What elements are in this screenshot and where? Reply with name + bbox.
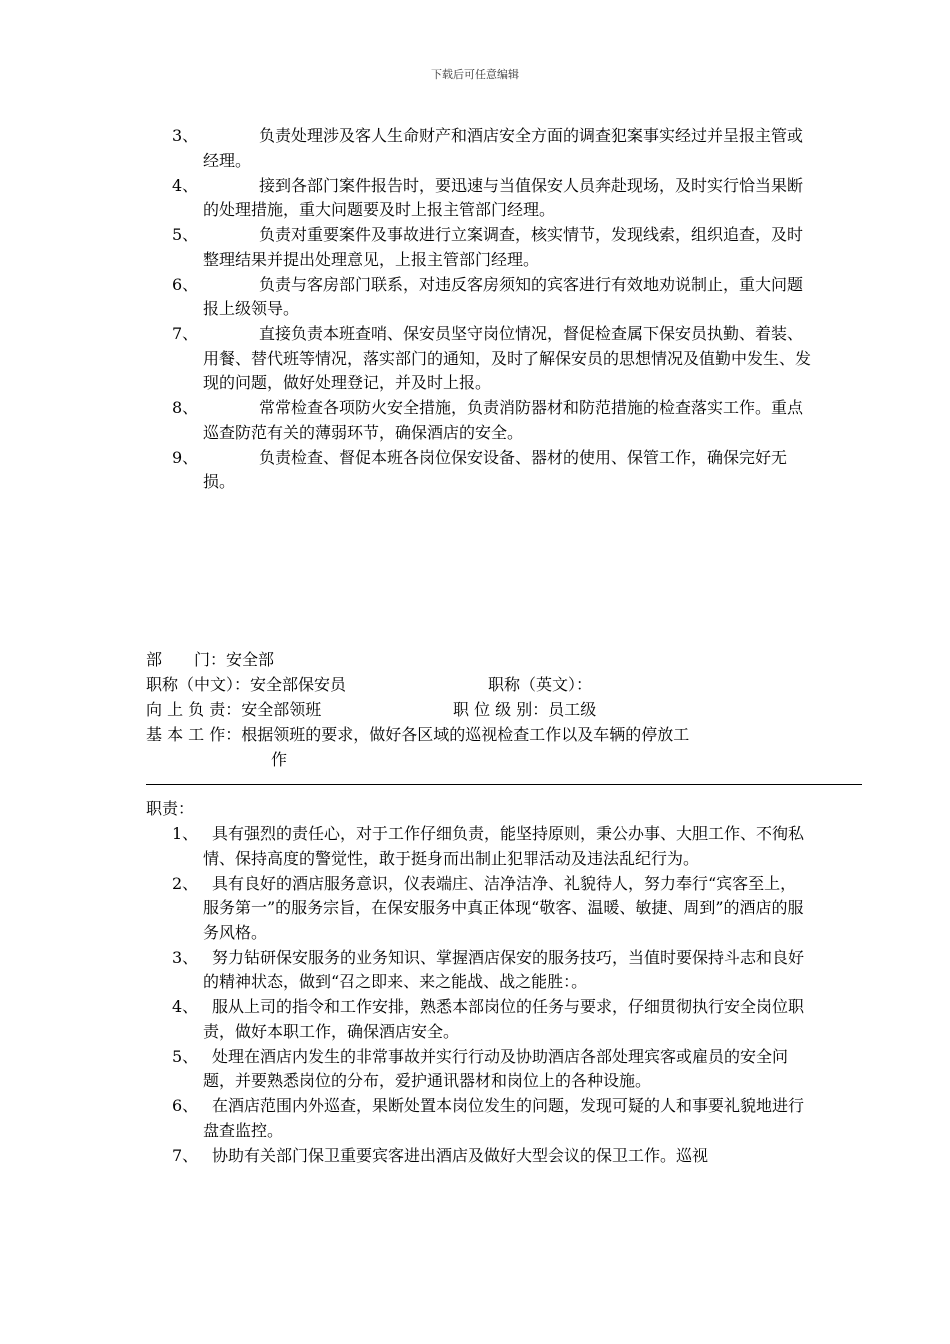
list-item <box>172 223 812 272</box>
reports-to-row <box>146 698 321 723</box>
item-text: 具有良好的酒店服务意识，仪表端庄、洁净洁净、礼貌待人，努力奉行“宾客至上，服务第一”的服务宗旨，在保安服务中真正体现“敬客、温暖、敏捷、周到”的酒店的服务风格。 <box>203 873 804 942</box>
title-en-label: 职称（英文）： <box>488 675 593 694</box>
list-item <box>172 322 812 396</box>
list-item <box>172 174 812 223</box>
reports-to-value: 安全部领班 <box>241 700 322 719</box>
item-text: 常常检查各项防火安全措施，负责消防器材和防范措施的检查落实工作。重点巡查防范有关的薄弱环节，确保酒店的安全。 <box>203 398 804 442</box>
item-text: 负责检查、督促本班各岗位保安设备、器材的使用、保管工作，确保完好无损。 <box>203 447 788 491</box>
item-text: 在酒店范围内外巡查，果断处置本岗位发生的问题，发现可疑的人和事要礼貌地进行盘查监控。 <box>203 1096 805 1140</box>
item-text: 处理在酒店内发生的非常事故并实行行动及协助酒店各部处理宾客或雇员的安全问题，并要熟悉岗位的分布，爱护通讯器材和岗位上的各种设施。 <box>203 1046 789 1090</box>
item-text: 协助有关部门保卫重要宾客进出酒店及做好大型会议的保卫工作。巡视 <box>212 1145 709 1165</box>
item-number: 5、 <box>172 225 199 244</box>
reports-to-label: 向 上 负 责： <box>146 700 242 719</box>
page-header: 下载后可任意编辑 <box>431 68 519 81</box>
list-item <box>172 273 812 322</box>
basic-work-row <box>146 723 689 748</box>
list-item <box>172 1144 812 1169</box>
list-item <box>172 822 812 871</box>
item-text: 直接负责本班查哨、保安员坚守岗位情况，督促检查属下保安员执勤、着装、用餐、替代班等情况，落实部门的通知，及时了解保安员的思想情况及值勤中发生、发现的问题，做好处理登记，并及时上报。 <box>203 324 812 392</box>
item-text: 努力钻研保安服务的业务知识、掌握酒店保安的服务技巧，当值时要保持斗志和良好的精神状态，做到“召之即来、来之能战、战之能胜：。 <box>203 947 805 991</box>
item-number: 4、 <box>172 997 199 1016</box>
item-number: 7、 <box>172 1145 199 1165</box>
duties-list <box>172 822 812 1169</box>
list-item <box>172 1045 812 1094</box>
department-label: 部 门： <box>146 650 227 669</box>
grade-value: 员工级 <box>548 700 597 719</box>
list-item <box>172 446 812 495</box>
item-number: 6、 <box>172 1096 199 1115</box>
grade-label: 职 位 级 别： <box>453 700 549 719</box>
basic-work-value-line1: 根据领班的要求，做好各区域的巡视检查工作以及车辆的停放工 <box>241 725 690 744</box>
item-text: 服从上司的指令和工作安排，熟悉本部岗位的任务与要求，仔细贯彻执行安全岗位职责，做好本职工作，确保酒店安全。 <box>203 997 805 1041</box>
item-number: 3、 <box>172 126 199 145</box>
item-number: 5、 <box>172 1046 199 1066</box>
item-number: 6、 <box>172 274 199 294</box>
duties-heading: 职责： <box>146 799 195 818</box>
list-item <box>172 872 812 946</box>
item-text: 负责对重要案件及事故进行立案调查，核实情节，发现线索，组织追查，及时整理结果并提出处理意见，上报主管部门经理。 <box>203 225 804 269</box>
title-cn-value: 安全部保安员 <box>250 675 347 694</box>
list-item <box>172 946 812 995</box>
grade-row <box>453 698 596 723</box>
item-number: 1、 <box>172 824 199 843</box>
title-cn-row <box>146 673 346 698</box>
item-number: 7、 <box>172 324 199 343</box>
item-number: 2、 <box>172 873 199 893</box>
list-item <box>172 995 812 1044</box>
item-number: 4、 <box>172 175 199 195</box>
basic-work-continuation <box>271 748 287 773</box>
responsibility-list-continued <box>172 124 812 495</box>
item-text: 接到各部门案件报告时，要迅速与当值保安人员奔赴现场，及时实行恰当果断的处理措施，重大问题要及时上报主管部门经理。 <box>203 175 804 219</box>
list-item <box>172 1094 812 1143</box>
list-item <box>172 396 812 445</box>
item-number: 9、 <box>172 447 199 467</box>
list-item <box>172 124 812 173</box>
title-en-row <box>488 673 592 698</box>
item-text: 负责处理涉及客人生命财产和酒店安全方面的调查犯案事实经过并呈报主管或经理。 <box>203 126 804 170</box>
basic-work-value-line2: 作 <box>271 750 288 769</box>
department-value: 安全部 <box>226 650 275 669</box>
item-number: 8、 <box>172 398 199 417</box>
item-number: 3、 <box>172 947 199 967</box>
title-cn-label: 职称（中文）： <box>146 675 251 694</box>
section-divider <box>146 784 862 785</box>
department-row <box>146 648 274 673</box>
basic-work-label: 基 本 工 作： <box>146 725 242 744</box>
item-text: 具有强烈的责任心，对于工作仔细负责，能坚持原则，秉公办事、大胆工作、不徇私情、保持高度的警觉性，敢于挺身而出制止犯罪活动及违法乱纪行为。 <box>203 824 805 868</box>
item-text: 负责与客房部门联系，对违反客房须知的宾客进行有效地劝说制止，重大问题报上级领导。 <box>203 274 804 318</box>
